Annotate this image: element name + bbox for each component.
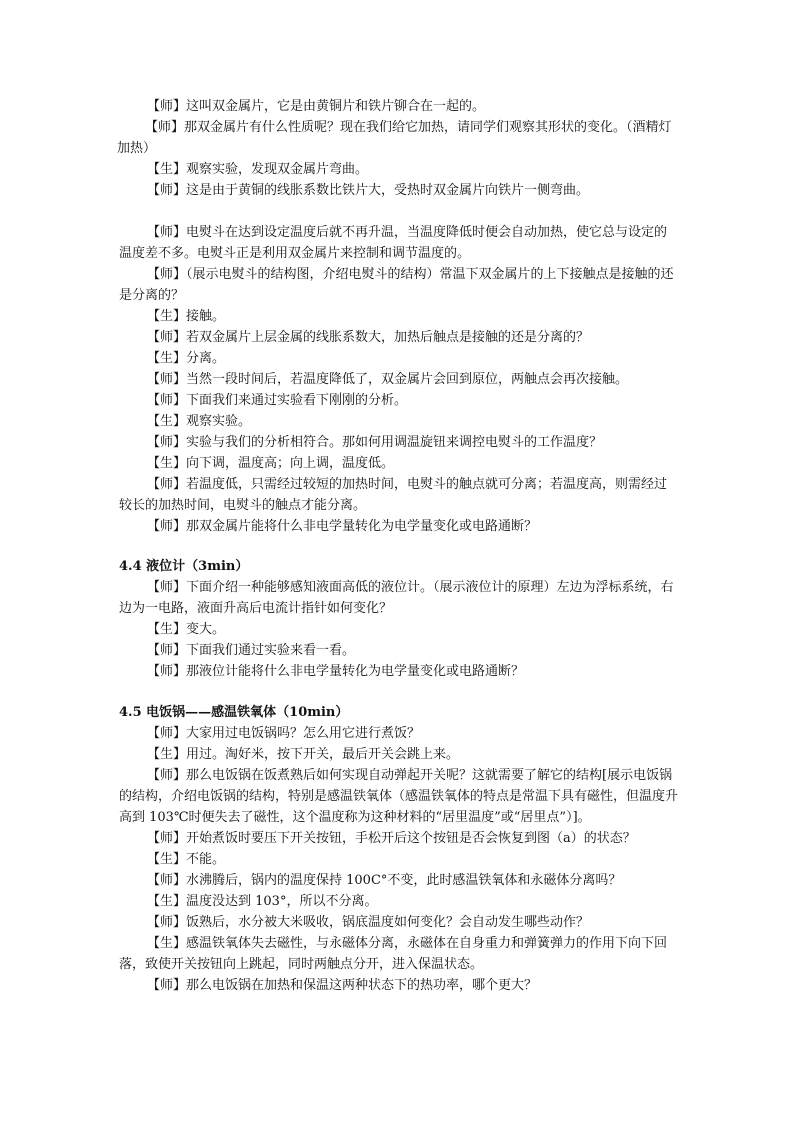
section-level-gauge <box>119 556 679 682</box>
dialogue-line: 【师】那双金属片有什么性质呢？现在我们给它加热，请同学们观察其形状的变化。（酒精灯加热） <box>117 120 672 156</box>
dialogue-line: 【生】观察实验，发现双金属片弯曲。 <box>147 162 369 177</box>
dialogue-line: 【师】下面我们来通过实验看下刚刚的分析。 <box>147 393 408 408</box>
dialogue-line: 【师】下面我们通过实验来看一看。 <box>147 643 356 658</box>
dialogue-line: 【师】当然一段时间后，若温度降低了，双金属片会回到原位，两触点会再次接触。 <box>147 372 629 387</box>
dialogue-line: 【生】变大。 <box>147 622 226 637</box>
dialogue-line: 【生】不能。 <box>147 852 226 867</box>
dialogue-line: 【生】感温铁氧体失去磁性，与永磁体分离，永磁体在自身重力和弹簧弹力的作用下向下回落，致使开关按钮向上跳起，同时两触点分开，进入保温状态。 <box>119 936 668 972</box>
section-electric-iron <box>119 222 679 537</box>
dialogue-line: 【师】那液位计能将什么非电学量转化为电学量变化或电路通断？ <box>147 664 525 679</box>
dialogue-line: 【生】接触。 <box>147 309 226 324</box>
dialogue-line: 【师】实验与我们的分析相符合。那如何用调温旋钮来调控电熨斗的工作温度？ <box>147 435 603 450</box>
dialogue-line: 【生】用过。淘好米，按下开关，最后开关会跳上来。 <box>147 747 460 762</box>
dialogue-line: 【师】那双金属片能将什么非电学量转化为电学量变化或电路通断？ <box>147 519 538 534</box>
dialogue-line: 【师】开始煮饭时要压下开关按钮，手松开后这个按钮是否会恢复到图（a）的状态？ <box>147 831 636 846</box>
section-heading: 4.4 液位计（3min） <box>119 559 249 574</box>
dialogue-line: 【师】若双金属片上层金属的线胀系数大，加热后触点是接触的还是分离的？ <box>147 330 590 345</box>
dialogue-line: 【师】那么电饭锅在加热和保温这两种状态下的热功率，哪个更大？ <box>147 978 538 993</box>
dialogue-line: 【师】这叫双金属片，它是由黄铜片和铁片铆合在一起的。 <box>147 99 486 114</box>
section-rice-cooker <box>119 702 679 996</box>
dialogue-line: 【师】水沸腾后，锅内的温度保持 100C°不变，此时感温铁氧体和永磁体分离吗？ <box>147 873 622 888</box>
dialogue-line: 【师】若温度低，只需经过较短的加热时间，电熨斗的触点就可分离；若温度高，则需经过较长的加热时间，电熨斗的触点才能分离。 <box>119 477 668 513</box>
section-bimetal-intro <box>119 96 679 201</box>
dialogue-line: 【师】（展示电熨斗的结构图，介绍电熨斗的结构）常温下双金属片的上下接触点是接触的还是分离的？ <box>119 267 674 303</box>
dialogue-line: 【师】电熨斗在达到设定温度后就不再升温，当温度降低时便会自动加热，使它总与设定的温度差不多。电熨斗正是利用双金属片来控制和调节温度的。 <box>119 225 668 261</box>
dialogue-line: 【师】那么电饭锅在饭煮熟后如何实现自动弹起开关呢？这就需要了解它的结构[展示电饭锅的结构，介绍电饭锅的结构，特别是感温铁氧体（感温铁氧体的特点是常温下具有磁性，但温度升高到 103℃时便失去了磁性，这个温度称为这种材料的“居里温度”或“居里点”）]。 <box>119 768 679 825</box>
section-heading: 4.5 电饭锅——感温铁氧体（10min） <box>119 705 349 720</box>
dialogue-line: 【师】下面介绍一种能够感知液面高低的液位计。（展示液位计的原理）左边为浮标系统，右边为一电路，液面升高后电流计指针如何变化？ <box>119 580 674 616</box>
dialogue-line: 【生】分离。 <box>147 351 226 366</box>
dialogue-line: 【生】观察实验。 <box>147 414 252 429</box>
dialogue-line: 【师】这是由于黄铜的线胀系数比铁片大，受热时双金属片向铁片一侧弯曲。 <box>147 183 590 198</box>
dialogue-line: 【生】向下调，温度高；向上调，温度低。 <box>147 456 395 471</box>
dialogue-line: 【师】饭熟后，水分被大米吸收，锅底温度如何变化？会自动发生哪些动作？ <box>147 915 590 930</box>
dialogue-line: 【生】温度没达到 103°，所以不分离。 <box>147 894 378 909</box>
dialogue-line: 【师】大家用过电饭锅吗？怎么用它进行煮饭？ <box>147 726 421 741</box>
